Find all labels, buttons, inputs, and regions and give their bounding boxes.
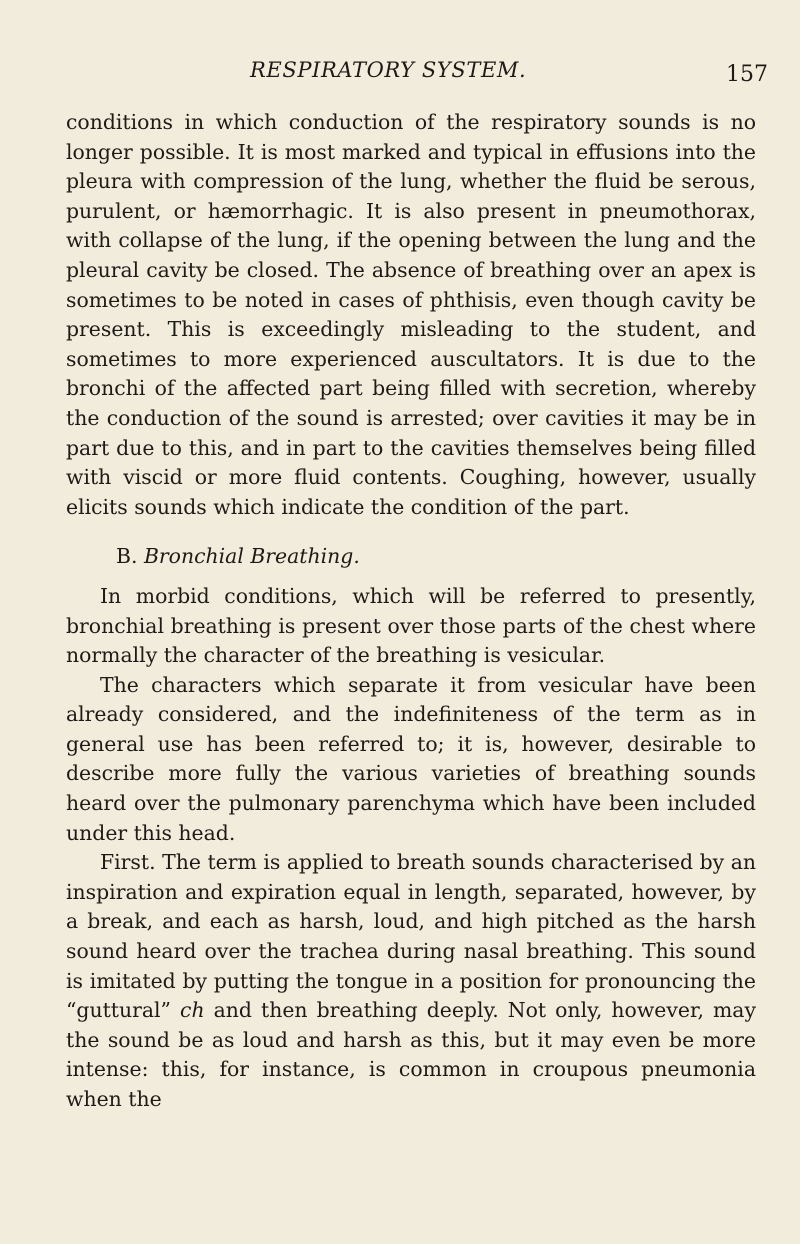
- section-heading: [116, 542, 756, 572]
- paragraph-continuation: conditions in which conduction of the respiratory sounds is no longer possible. It is most marked and typical in effusions into the pleura with compression of the lung, whether the fluid be serous, purulent, or hæmorrhagic. It is also present in pneumothorax, with collapse of the lung, if the opening between the lung and the pleural cavity be closed. The absence of breathing over an apex is sometimes to be noted in cases of phthisis, even though cavity be present. This is exceedingly misleading to the student, and sometimes to more experienced auscultators. It is due to the bronchi of the affected part being filled with secretion, whereby the conduction of the sound is arrested; over cavities it may be in part due to this, and in part to the cavities themselves being filled with viscid or more fluid contents. Coughing, however, usually elicits sounds which indicate the condition of the part.: [66, 110, 756, 519]
- page-number: 157: [726, 62, 768, 87]
- section-label: B.: [116, 544, 138, 569]
- paragraph-morbid-conditions: In morbid conditions, which will be referred to presently, bronchial breathing is present over those parts of the chest where normally the character of the breathing is vesicular.: [66, 583, 756, 668]
- body-text: [66, 108, 756, 1115]
- paragraph-first-continuation: and then breathing deeply. Not only, however, may the sound be as loud and harsh as this, but it may even be more intense: this, for instance, is common in croupous pneumonia when the: [66, 998, 756, 1111]
- section-title: Bronchial Breathing.: [143, 544, 360, 569]
- paragraph-first-text: First. The term is applied to breath sounds characterised by an inspiration and expiration equal in length, separated, however, by a break, and each as harsh, loud, and high pitched as the harsh sound heard over the trachea during nasal breathing. This sound is imitated by putting the tongue in a position for pronouncing the “guttural”: [66, 850, 756, 1023]
- running-title: RESPIRATORY SYSTEM.: [250, 58, 527, 82]
- paragraph-first: [66, 848, 756, 1114]
- italic-ch: ch: [180, 998, 205, 1023]
- paragraph-characters: The characters which separate it from vesicular have been already considered, and the indefiniteness of the term as in general use has been referred to; it is, however, desirable to describe more fully the various varieties of breathing sounds heard over the pulmonary parenchyma which have been included under this head.: [66, 672, 756, 845]
